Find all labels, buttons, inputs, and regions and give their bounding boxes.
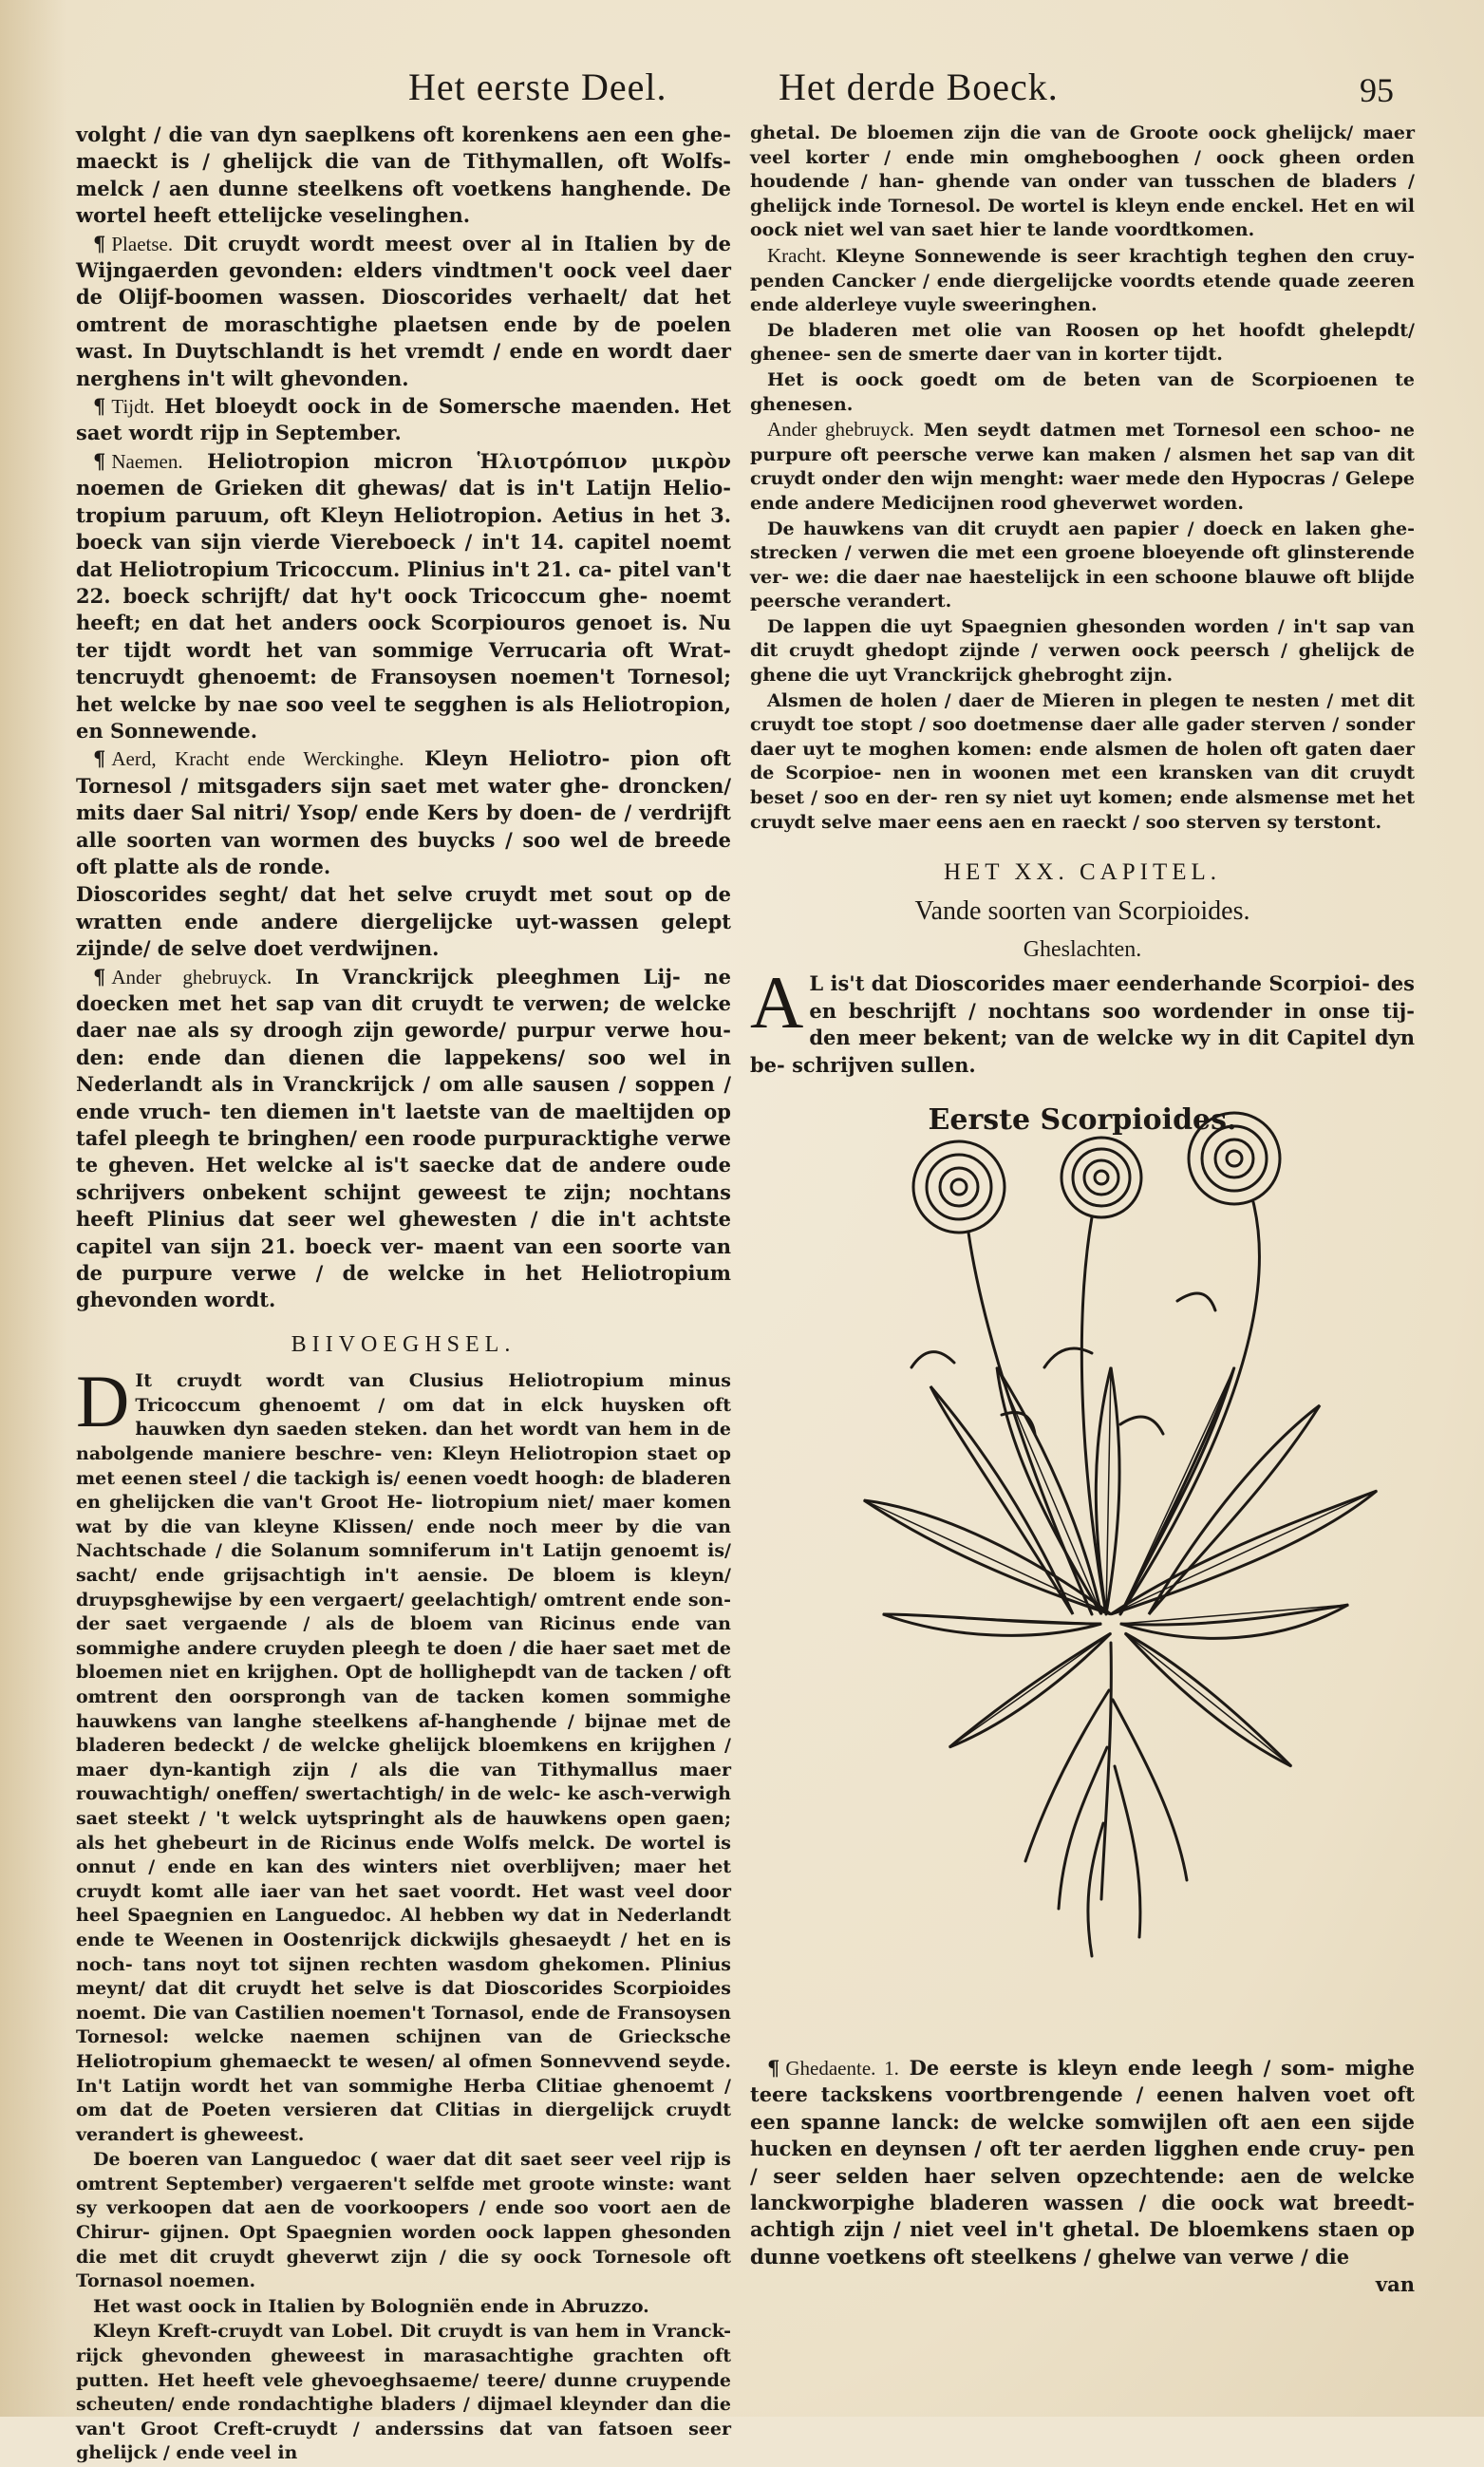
paragraph-kracht-3: Het is oock goedt om de beten van de Scorpioenen te ghenesen. — [750, 368, 1415, 415]
pilcrow-mark: ¶ — [93, 964, 106, 989]
woodcut-illustration — [807, 1083, 1415, 1994]
roots — [1025, 1643, 1187, 1956]
paragraph-aerd — [76, 745, 731, 880]
chapter-title: Vande soorten van Scorpioides. — [914, 895, 1250, 926]
right-lower-block — [750, 2055, 1415, 2299]
paragraph-ghedaente — [750, 2055, 1415, 2270]
pilcrow-mark: ¶ — [93, 394, 106, 419]
section-label-plaetse: Plaetse. — [111, 232, 174, 255]
bijvoeghsel-paragraph-2: De boeren van Languedoc ( waer dat dit saet seer veel rijp is omtrent September) vergaeren't selfde met groote winste: want sy verkoopen dat aen de voorkoopers / ende soo voort aen de Chirur- gijnen. Opt Spaegnien worden oock lappen ghesonden die met dit cruydt gheverwt zijn / die sy oock Tornesole oft Tornasol noemen. — [76, 2149, 731, 2292]
paragraph-ander-ghebruyck-right — [750, 418, 1415, 516]
section-label-aerd: Aerd, Kracht ende Werckinghe. — [111, 747, 404, 771]
paragraph-kracht — [750, 244, 1415, 318]
paragraph-ander-3: De lappen die uyt Spaegnien ghesonden worden / in't sap van dit cruydt ghedopt zijnde / verwen oock peersch / ghelijck de ghene die uyt Vranckrijck ghebroght zijn. — [750, 615, 1415, 687]
right-upper-block — [750, 122, 1415, 835]
bijvoeghsel-text-1: It cruydt wordt van Clusius Heliotropium minus Tricoccum ghenoemt / om dat in elck huysken oft hauwken dyn saeden steken. dan het wordt van hem in de nabolgende maniere beschre- ven: Kleyn Heliotropion staet op met eenen steel / die tackigh is/ eenen voedt hoogh: de bladeren en ghelijcken die van't Groot He- liotropium niet/ maer komen wat by die van kleyne Klissen/ ende noch meer by die van Nachtschade / die Solanum somniferum in't Latijn genoemt is/ sacht/ ende grijsachtigh in't aensie. De bloem is kleyn/ druypsghewijse by een vergaert/ geelachtigh/ omtrent ende son- der saet vergaende / als de bloem van Ricinus ende van sommighe andere cruyden pleegh te doen / die haer saet met de bloemen niet en krijghen. Opt de hollighepdt van de tacken / oft omtrent den oorsprongh van de tacken komen sommighe hauwkens van langhe steelkens af-hanghende / bijnae met de bladeren bedeckt / de welcke ghelijck bloemkens en krijghen / maer dyn-kantigh zijn / als die van Tithymallus maer rouwachtigh/ oneffen/ swertachtigh/ in de welc- ke asch-verwigh saet steekt / 't welck uytspringht als de hauwkens open gaen; als het ghebeurt in de Ricinus ende Wolfs melck. De wortel is onnut / ende en kan des winters niet overblijven; maer het cruydt komt alle iaer van het saet voordt. Het wast veel door heel Spaegnien en Languedoc. Al hebben wy dat in Nederlandt ende te Weenen in Oostenrijck dickwijls ghesaeydt / het en is noch- tans noyt tot sijnen rechten wasdom ghekomen. Plinius meynt/ dat dit cruydt het selve is dat Dioscorides Scorpioides noemt. Die van Castilien noemen't Tornasol, ende de Fransoysen Tornesol: welcke naemen schijnen van de Griecksche Heliotropium ghemaeckt te wesen/ al ofmen Sonnevvend seyde. In't Latijn wordt het van sommighe Herba Clitiae ghenoemt / om dat de Poeten versieren dat Clitias in diergelijck cruydt verandert is gheweest. — [76, 1370, 731, 2145]
section-label-kracht: Kracht. — [767, 243, 827, 267]
chapter-heading: HET XX. CAPITEL. — [943, 859, 1222, 886]
drop-cap-a: A — [750, 961, 804, 1045]
paragraph-kracht-2: De bladeren met olie van Roosen op het hoofdt ghelepdt/ ghenee- sen de smerte daer van in korter tijdt. — [750, 319, 1415, 366]
coiled-flowerhead-middle — [1061, 1138, 1141, 1217]
paragraph-tijdt — [76, 393, 731, 447]
section-label-ander: Ander ghebruyck. — [111, 965, 272, 989]
pilcrow-mark: ¶ — [767, 2056, 780, 2080]
seed-pod — [1120, 1417, 1163, 1434]
pilcrow-mark: ¶ — [93, 448, 106, 473]
paragraph-ander-ghebruyck — [76, 964, 731, 1314]
ander-text-right: Men seydt datmen met Tornesol een schoo- ne purpure oft peersche verwe kan maken / alsmen het sap van dit cruydt onder den wijn menght: waer mede den Hypocras / Gelepe ende andere Medicijnen rood gheverwet worden. — [750, 420, 1416, 514]
gheslachten-heading: Gheslachten. — [1023, 937, 1142, 963]
bijvoeghsel-paragraph-1 — [76, 1360, 731, 2147]
running-head-right: Het derde Boeck. — [779, 66, 1059, 108]
chapter-intro-text: L is't dat Dioscorides maer eenderhande Scorpioi- des en beschrijft / nochtans soo wordender in onse tij- den meer bekent; van de welcke wy in dit Capitel dyn be- schrijven sullen. — [750, 971, 1415, 1077]
bijvoeghsel-paragraph-4: Kleyn Kreft-cruydt van Lobel. Dit cruydt is van hem in Vranck- rijck ghevonden gheweest in marasachtighe grachten oft putten. Het heeft vele ghevoeghsaeme/ teere/ dunne cruypende scheuten/ ende rondachtighe bladers / dijmael kleynder dan die van't Groot Creft-cruydt / anderssins dat van fatsoen seer ghelijck / ende veel in — [76, 2321, 731, 2464]
leaf-veins — [864, 1367, 1377, 1766]
drop-cap-d: D — [76, 1360, 130, 1443]
paragraph-plaetse — [76, 231, 731, 392]
seed-pod — [911, 1352, 954, 1367]
running-head-left: Het eerste Deel. — [408, 66, 667, 108]
scorpioides-plant-drawing — [807, 1083, 1415, 1994]
stem-right — [1120, 1202, 1259, 1614]
chapter-intro — [750, 961, 1415, 1079]
section-label-ghedaente: Ghedaente. 1. — [785, 2057, 899, 2080]
bijvoeghsel-paragraph-3: Het wast oock in Italien by Bologniën ende in Abruzzo. — [93, 2295, 649, 2317]
ghedaente-text: De eerste is kleyn ende leegh / som- mighe teere tackskens voortbrengende / eenen halven voet oft een spanne lanck: de welcke somwijlen oft aen een sijde hucken en deynsen / oft ter aerden ligghen ende cruy- pen / seer selden haer selven opzechtende: aen de welcke lanckworpighe bladeren wassen / die oock wat breedt- achtigh zijn / niet veel in't ghetal. De bloemkens staen op dunne voetkens oft steelkens / ghelwe van verwe / die — [750, 2056, 1415, 2269]
page-number: 95 — [1360, 71, 1394, 109]
plaetse-text: Dit cruydt wordt meest over al in Italien by de Wijngaerden gevonden: elders vindtmen't oock veel daer de Olijf-boomen wassen. Dioscorides verhaelt/ dat het omtrent de moraschtighe plaetsen ende by de poelen wast. In Duytschlandt is het vremdt / ende en wordt daer nerghens in't wilt ghevonden. — [76, 231, 732, 390]
kracht-text: Kleyne Sonnewende is seer krachtigh teghen den cruy- penden Cancker / ende diergelijcke voordts etende quade zeeren ende alderleye vuyle sweeringhen. — [750, 245, 1415, 316]
left-column — [76, 122, 731, 2467]
seed-pod — [1044, 1348, 1092, 1367]
section-label-tijdt: Tijdt. — [111, 395, 155, 419]
paragraph-description-end: volght / die van dyn saeplkens oft korenkens aen een ghe- maeckt is / ghelijck die van de Tithymallen, oft Wolfs- melck / aen dunne steelkens oft voetkens hanghende. De wortel heeft ettelijcke veselinghen. — [76, 122, 731, 228]
paragraph-naemen — [76, 448, 731, 744]
catchword: van — [1375, 2272, 1415, 2297]
paragraph-ander-2: De hauwkens van dit cruydt aen papier / doeck en laken ghe- strecken / verwen die met een groene bloeyende oft glinsterende ver- we: die daer nae haestelijck in een schoone blauwe oft blijde peersche verandert. — [750, 518, 1415, 612]
paragraph-ander-4: Alsmen de holen / daer de Mieren in plegen te nesten / met dit cruydt toe stopt / soo doetmense daer alle gader sterven / sonder daer uyt te moghen komen: ende alsmen de holen oft gaten daer de Scorpioe- nen in woonen met een kransken van dit cruydt beset / soo en der- ren sy niet uyt komen; ende alsmense met het cruydt selve maer eens aen en raeckt / soo sterven sy terstont. — [750, 689, 1415, 833]
ander-text: In Vranckrijck pleeghmen Lij- ne doecken met het sap van dit cruydt te verwen; de welcke daer nae als sy droogh zijn geworde/ purpur verwe hou- den: ende dan dienen die lappekens/ soo wel in Nederlandt als in Vranckrijck / om alle sausen / soppen / ende vruch- ten diemen in't laetste van de maeltijden op tafel pleegh te bringhen/ een roode purpuracktighe verwe te gheven. Het welcke al is't saecke dat de andere oude schrijvers onbekent schijnt geweest te zijn; nochtans heeft Plinius dat seer wel ghewesten / die in't achtste capitel van sijn 21. boeck ver- maent van een soorte van de purpure verwe / de welcke in het Heliotropium ghevonden wordt. — [76, 964, 731, 1312]
pilcrow-mark: ¶ — [93, 746, 106, 771]
section-label-naemen: Naemen. — [111, 449, 183, 473]
seed-pod — [1177, 1293, 1215, 1310]
naemen-text: Heliotropion micron Ἡλιοτρόπιον μικρὸν noemen de Grieken dit ghewas/ dat is in't Latijn Helio- tropium paruum, oft Kleyn Heliotropion. Aetius in het 3. boeck van sijn vierde Viereboeck / in't 14. capitel noemt dat Heliotropium Tricoccum. Plinius in't 21. ca- pitel van't 22. boeck schrijft/ dat hy't oock Tricoccum ghe- noemt heeft; en dat het anders oock Scorpiouros genoet is. Nu ter tijdt wordt het van sommige Verrucaria oft Wrat- tencruydt ghenoemt: de Fransoysen noemen't Tornesol; het welcke by nae soo veel te segghen is als Heliotropion, en Sonnewende. — [76, 448, 731, 743]
figure-caption: Eerste Scorpioides. — [928, 1103, 1237, 1138]
tijdt-text: Het bloeydt oock in de Somersche maenden. Het saet wordt rijp in September. — [76, 394, 732, 445]
bijvoeghsel-heading: BIIVOEGHSEL. — [291, 1331, 517, 1357]
pilcrow-mark: ¶ — [93, 231, 106, 255]
leaves — [864, 1367, 1377, 1766]
right-column — [750, 122, 1416, 2297]
page-header — [0, 65, 1484, 122]
aerd-text: Kleyn Heliotro- pion oft Tornesol / mitsgaders sijn saet met water ghe- droncken/ mits daer Sal nitri/ Ysop/ ende Kers by doen- de / verdrijft alle soorten van wormen des buycks / soo wel de breede oft platte als de ronde. — [76, 746, 731, 878]
paragraph-ghetal: ghetal. De bloemen zijn die van de Groote oock ghelijck/ maer veel korter / ende min omghebooghen / oock gheen orden houdende / han- ghende van onder van tusschen de bladers / ghelijck inde Tornesol. De wortel is kleyn ende enckel. Het en wil oock niet wel van saet hier te lande voordtkomen. — [750, 122, 1415, 241]
bijvoeghsel-block — [76, 1360, 731, 2466]
paragraph-dioscorides: Dioscorides seght/ dat het selve cruydt met sout op de wratten ende andere diergelijcke uyt-wassen gelept zijnde/ de selve doet verdwijnen. — [76, 882, 731, 961]
section-label-ander-right: Ander ghebruyck. — [767, 418, 914, 442]
coiled-flowerhead-right — [1189, 1113, 1280, 1204]
page-edge-shadow — [0, 0, 66, 2417]
coiled-flowerhead-left — [913, 1141, 1005, 1233]
